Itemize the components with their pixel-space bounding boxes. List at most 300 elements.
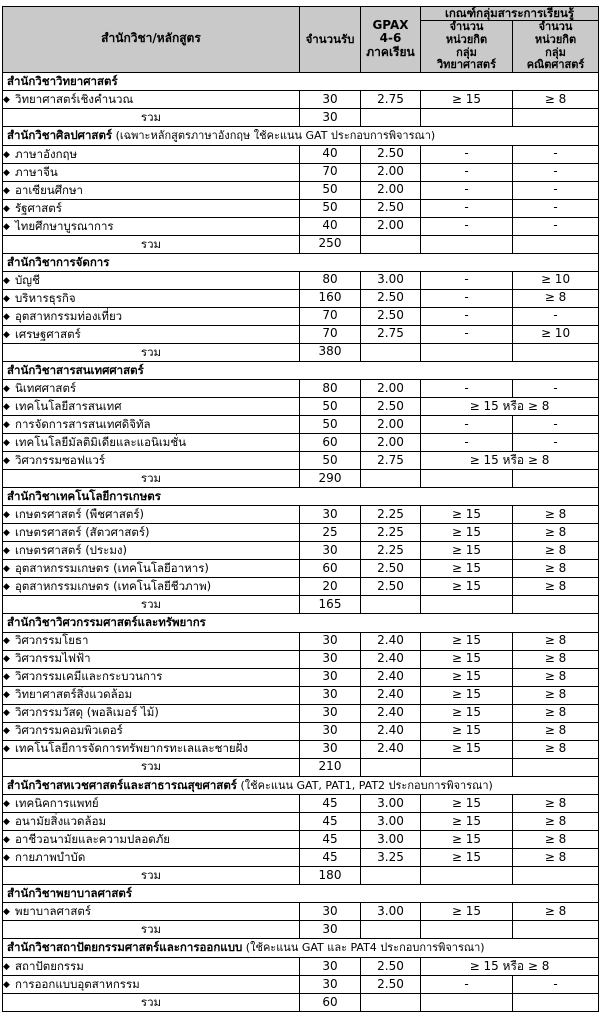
- program-name-cell: [3, 542, 300, 560]
- math-line-1: จำนวน: [538, 20, 573, 34]
- math-credit-cell: -: [513, 416, 599, 434]
- section-header-row: [3, 776, 599, 795]
- quota-cell: 30: [300, 903, 361, 921]
- program-name-cell: [3, 398, 300, 416]
- program-name-label: ภาษาจีน: [15, 164, 58, 179]
- bullet-icon: ◆: [3, 419, 10, 430]
- science-credit-cell: -: [421, 380, 513, 398]
- combined-credit-requirement-cell: ≥ 15 หรือ ≥ 8: [421, 452, 599, 470]
- program-name-cell: [3, 686, 300, 704]
- section-title: [3, 776, 599, 795]
- gpax-cell: 2.25: [361, 506, 421, 524]
- gpax-cell: 2.40: [361, 650, 421, 668]
- program-name-label: สถาปัตยกรรม: [15, 958, 84, 973]
- program-name-label: เกษตรศาสตร์ (ประมง): [15, 543, 128, 558]
- program-name-cell: [3, 704, 300, 722]
- program-name-label: บัญชี: [15, 272, 40, 287]
- program-name-label: วิทยาศาสตร์สิ่งแวดล้อม: [15, 687, 133, 702]
- gpax-cell: 2.00: [361, 434, 421, 452]
- bullet-icon: ◆: [3, 167, 10, 178]
- science-line-2: หน่วยกิต: [445, 32, 488, 46]
- math-credit-cell: -: [513, 217, 599, 235]
- gpax-cell: 2.50: [361, 958, 421, 976]
- table-row: [3, 668, 599, 686]
- program-name-label: อนามัยสิ่งแวดล้อม: [15, 814, 107, 829]
- program-name-label: เทคนิคการแพทย์: [15, 796, 99, 811]
- program-name-cell: [3, 181, 300, 199]
- section-title: [3, 72, 599, 90]
- table-row: [3, 380, 599, 398]
- bullet-icon: ◆: [3, 582, 10, 593]
- column-header-math-credits: [513, 21, 599, 73]
- table-row: [3, 740, 599, 758]
- gpax-cell: 2.00: [361, 416, 421, 434]
- table-row: [3, 91, 599, 109]
- gpax-cell: 3.00: [361, 831, 421, 849]
- table-header: [3, 7, 599, 73]
- bullet-icon: ◆: [3, 94, 10, 105]
- gpax-cell: 2.40: [361, 632, 421, 650]
- science-credit-cell: -: [421, 416, 513, 434]
- total-gpax-blank: [361, 235, 421, 253]
- science-credit-cell: -: [421, 199, 513, 217]
- bullet-icon: ◆: [3, 149, 10, 160]
- program-name-cell: [3, 740, 300, 758]
- science-credit-cell: -: [421, 307, 513, 325]
- math-credit-cell: -: [513, 145, 599, 163]
- section-header-row: [3, 885, 599, 903]
- gpax-cell: 2.50: [361, 398, 421, 416]
- program-name-label: เทคโนโลยีมัลติมิเดียและแอนิเมชั่น: [15, 434, 187, 449]
- quota-cell: 30: [300, 958, 361, 976]
- table-row: [3, 199, 599, 217]
- total-gpax-blank: [361, 470, 421, 488]
- math-line-3: กลุ่ม: [545, 45, 566, 59]
- total-math-blank: [513, 343, 599, 361]
- total-gpax-blank: [361, 343, 421, 361]
- quota-cell: 80: [300, 380, 361, 398]
- quota-cell: 50: [300, 398, 361, 416]
- section-header-row: [3, 488, 599, 506]
- math-credit-cell: ≥ 8: [513, 289, 599, 307]
- table-row: [3, 958, 599, 976]
- math-credit-cell: ≥ 8: [513, 903, 599, 921]
- math-credit-cell: ≥ 8: [513, 740, 599, 758]
- section-title-text: สำนักวิชาวิทยาศาสตร์: [7, 73, 118, 88]
- gpax-cell: 2.25: [361, 524, 421, 542]
- total-quota-cell: 30: [300, 109, 361, 127]
- bullet-icon: ◆: [3, 311, 10, 322]
- gpax-line-2: 4-6: [379, 31, 402, 46]
- bullet-icon: ◆: [3, 636, 10, 647]
- math-credit-cell: ≥ 8: [513, 542, 599, 560]
- program-name-label: อุตสาหกรรมเกษตร (เทคโนโลยีชีวภาพ): [15, 579, 212, 594]
- gpax-cell: 2.75: [361, 91, 421, 109]
- science-credit-cell: ≥ 15: [421, 632, 513, 650]
- bullet-icon: ◆: [3, 221, 10, 232]
- quota-cell: 70: [300, 307, 361, 325]
- table-row: [3, 542, 599, 560]
- table-row: [3, 976, 599, 994]
- total-label: รวม: [3, 343, 300, 361]
- gpax-cell: 2.00: [361, 217, 421, 235]
- program-name-label: เทคโนโลยีการจัดการทรัพยากรทะเลและชายฝั่ง: [15, 741, 249, 756]
- science-credit-cell: -: [421, 217, 513, 235]
- science-credit-cell: ≥ 15: [421, 831, 513, 849]
- bullet-icon: ◆: [3, 455, 10, 466]
- bullet-icon: ◆: [3, 275, 10, 286]
- science-credit-cell: -: [421, 271, 513, 289]
- section-total-row: [3, 235, 599, 253]
- math-credit-cell: ≥ 8: [513, 578, 599, 596]
- science-credit-cell: ≥ 15: [421, 650, 513, 668]
- header-row-top: [3, 7, 599, 21]
- gpax-cell: 2.50: [361, 289, 421, 307]
- science-credit-cell: -: [421, 976, 513, 994]
- total-label: รวม: [3, 235, 300, 253]
- program-name-cell: [3, 380, 300, 398]
- program-name-label: ภาษาอังกฤษ: [15, 146, 78, 161]
- quota-cell: 45: [300, 849, 361, 867]
- gpax-cell: 2.40: [361, 686, 421, 704]
- math-credit-cell: ≥ 8: [513, 849, 599, 867]
- table-row: [3, 650, 599, 668]
- program-name-label: เศรษฐศาสตร์: [15, 326, 81, 341]
- gpax-cell: 2.40: [361, 722, 421, 740]
- gpax-cell: 3.00: [361, 813, 421, 831]
- science-credit-cell: ≥ 15: [421, 813, 513, 831]
- program-name-cell: [3, 976, 300, 994]
- total-gpax-blank: [361, 596, 421, 614]
- program-name-cell: [3, 813, 300, 831]
- total-label: รวม: [3, 109, 300, 127]
- gpax-cell: 2.25: [361, 542, 421, 560]
- program-name-label: วิทยาศาสตร์เชิงคำนวณ: [15, 91, 134, 106]
- section-title-text: สำนักวิชาวิศวกรรมศาสตร์และทรัพยากร: [7, 615, 206, 630]
- section-header-row: [3, 253, 599, 271]
- table-row: [3, 506, 599, 524]
- science-credit-cell: ≥ 15: [421, 560, 513, 578]
- science-credit-cell: ≥ 15: [421, 704, 513, 722]
- math-credit-cell: -: [513, 434, 599, 452]
- bullet-icon: ◆: [3, 853, 10, 864]
- total-label: รวม: [3, 921, 300, 939]
- section-total-row: [3, 470, 599, 488]
- section-title: [3, 614, 599, 632]
- section-total-row: [3, 758, 599, 776]
- section-title-text: สำนักวิชาสารสนเทศศาสตร์: [7, 362, 144, 377]
- math-credit-cell: ≥ 8: [513, 524, 599, 542]
- program-name-label: อุตสาหกรรมเกษตร (เทคโนโลยีอาหาร): [15, 561, 209, 576]
- total-label: รวม: [3, 596, 300, 614]
- gpax-cell: 2.50: [361, 560, 421, 578]
- math-credit-cell: -: [513, 163, 599, 181]
- total-label: รวม: [3, 470, 300, 488]
- table-row: [3, 813, 599, 831]
- program-name-cell: [3, 199, 300, 217]
- quota-cell: 80: [300, 271, 361, 289]
- table-row: [3, 163, 599, 181]
- table-row: [3, 307, 599, 325]
- program-name-label: วิศวกรรมโยธา: [15, 633, 89, 648]
- column-header-subject-group: เกณฑ์กลุ่มสาระการเรียนรู้: [421, 7, 599, 21]
- quota-cell: 50: [300, 181, 361, 199]
- bullet-icon: ◆: [3, 546, 10, 557]
- science-credit-cell: ≥ 15: [421, 740, 513, 758]
- section-title-note: (ใช้คะแนน GAT และ PAT4 ประกอบการพิจารณา): [242, 941, 485, 955]
- program-name-label: อาชีวอนามัยและความปลอดภัย: [15, 832, 171, 847]
- section-total-row: [3, 109, 599, 127]
- section-title: [3, 253, 599, 271]
- bullet-icon: ◆: [3, 817, 10, 828]
- gpax-cell: 3.00: [361, 795, 421, 813]
- total-science-blank: [421, 994, 513, 1012]
- program-name-cell: [3, 289, 300, 307]
- section-header-row: [3, 72, 599, 90]
- science-credit-cell: ≥ 15: [421, 903, 513, 921]
- quota-cell: 45: [300, 795, 361, 813]
- quota-cell: 20: [300, 578, 361, 596]
- bullet-icon: ◆: [3, 744, 10, 755]
- quota-cell: 30: [300, 650, 361, 668]
- science-credit-cell: -: [421, 181, 513, 199]
- science-credit-cell: ≥ 15: [421, 795, 513, 813]
- table-row: [3, 632, 599, 650]
- bullet-icon: ◆: [3, 979, 10, 990]
- table-row: [3, 398, 599, 416]
- total-math-blank: [513, 994, 599, 1012]
- total-science-blank: [421, 235, 513, 253]
- program-name-label: นิเทศศาสตร์: [15, 380, 77, 395]
- quota-cell: 40: [300, 145, 361, 163]
- math-credit-cell: -: [513, 199, 599, 217]
- gpax-cell: 2.50: [361, 307, 421, 325]
- program-name-label: เกษตรศาสตร์ (สัตวศาสตร์): [15, 525, 150, 540]
- total-math-blank: [513, 109, 599, 127]
- gpax-cell: 2.00: [361, 380, 421, 398]
- bullet-icon: ◆: [3, 528, 10, 539]
- table-row: [3, 271, 599, 289]
- math-credit-cell: -: [513, 380, 599, 398]
- section-header-row: [3, 939, 599, 958]
- quota-cell: 60: [300, 434, 361, 452]
- table-row: [3, 831, 599, 849]
- bullet-icon: ◆: [3, 835, 10, 846]
- math-credit-cell: ≥ 8: [513, 560, 599, 578]
- total-quota-cell: 60: [300, 994, 361, 1012]
- gpax-cell: 2.50: [361, 145, 421, 163]
- bullet-icon: ◆: [3, 383, 10, 394]
- total-gpax-blank: [361, 867, 421, 885]
- section-header-row: [3, 361, 599, 379]
- science-credit-cell: ≥ 15: [421, 686, 513, 704]
- table-row: [3, 452, 599, 470]
- program-name-label: วิศวกรรมคอมพิวเตอร์: [15, 723, 123, 738]
- quota-cell: 160: [300, 289, 361, 307]
- total-label: รวม: [3, 994, 300, 1012]
- gpax-cell: 2.75: [361, 325, 421, 343]
- math-credit-cell: ≥ 8: [513, 632, 599, 650]
- bullet-icon: ◆: [3, 401, 10, 412]
- gpax-cell: 2.75: [361, 452, 421, 470]
- column-header-science-credits: [421, 21, 513, 73]
- program-name-cell: [3, 452, 300, 470]
- quota-cell: 50: [300, 452, 361, 470]
- program-name-cell: [3, 91, 300, 109]
- math-credit-cell: ≥ 8: [513, 704, 599, 722]
- program-name-cell: [3, 650, 300, 668]
- gpax-cell: 3.25: [361, 849, 421, 867]
- section-title-note: (เฉพาะหลักสูตรภาษาอังกฤษ ใช้คะแนน GAT ประกอบการพิจารณา): [112, 129, 436, 142]
- combined-credit-requirement-cell: ≥ 15 หรือ ≥ 8: [421, 958, 599, 976]
- section-total-row: [3, 921, 599, 939]
- bullet-icon: ◆: [3, 672, 10, 683]
- column-header-quota: จำนวนรับ: [300, 7, 361, 73]
- program-name-cell: [3, 524, 300, 542]
- bullet-icon: ◆: [3, 799, 10, 810]
- total-gpax-blank: [361, 109, 421, 127]
- table-row: [3, 181, 599, 199]
- gpax-cell: 2.40: [361, 668, 421, 686]
- program-name-label: รัฐศาสตร์: [15, 200, 62, 215]
- math-credit-cell: ≥ 8: [513, 91, 599, 109]
- quota-cell: 50: [300, 416, 361, 434]
- total-quota-cell: 165: [300, 596, 361, 614]
- total-label: รวม: [3, 867, 300, 885]
- table-row: [3, 434, 599, 452]
- total-quota-cell: 250: [300, 235, 361, 253]
- bullet-icon: ◆: [3, 437, 10, 448]
- science-credit-cell: -: [421, 145, 513, 163]
- program-name-cell: [3, 722, 300, 740]
- program-name-cell: [3, 271, 300, 289]
- section-title-note: (ใช้คะแนน GAT, PAT1, PAT2 ประกอบการพิจารณา): [236, 778, 493, 792]
- table-row: [3, 524, 599, 542]
- quota-cell: 30: [300, 704, 361, 722]
- table-row: [3, 849, 599, 867]
- total-science-blank: [421, 596, 513, 614]
- science-credit-cell: ≥ 15: [421, 578, 513, 596]
- program-name-cell: [3, 632, 300, 650]
- quota-cell: 40: [300, 217, 361, 235]
- science-line-3: กลุ่ม: [456, 45, 477, 59]
- table-row: [3, 289, 599, 307]
- program-name-cell: [3, 145, 300, 163]
- section-title-text: สำนักวิชาเทคโนโลยีการเกษตร: [7, 489, 161, 504]
- quota-cell: 30: [300, 740, 361, 758]
- science-credit-cell: ≥ 15: [421, 506, 513, 524]
- program-name-label: อุตสาหกรรมท่องเที่ยว: [15, 308, 123, 323]
- total-label: รวม: [3, 758, 300, 776]
- gpax-cell: 3.00: [361, 903, 421, 921]
- top-cropped-text-fragment: [82, 0, 108, 5]
- quota-cell: 30: [300, 506, 361, 524]
- program-name-cell: [3, 217, 300, 235]
- quota-cell: 30: [300, 668, 361, 686]
- science-credit-cell: -: [421, 163, 513, 181]
- program-name-label: วิศวกรรมซอฟแวร์: [15, 452, 106, 467]
- table-row: [3, 560, 599, 578]
- table-row: [3, 903, 599, 921]
- math-credit-cell: ≥ 10: [513, 325, 599, 343]
- science-credit-cell: ≥ 15: [421, 668, 513, 686]
- math-credit-cell: ≥ 8: [513, 686, 599, 704]
- gpax-cell: 2.50: [361, 199, 421, 217]
- column-header-gpax: [361, 7, 421, 73]
- bullet-icon: ◆: [3, 185, 10, 196]
- program-name-cell: [3, 560, 300, 578]
- math-credit-cell: ≥ 8: [513, 722, 599, 740]
- math-credit-cell: ≥ 10: [513, 271, 599, 289]
- total-quota-cell: 30: [300, 921, 361, 939]
- total-math-blank: [513, 921, 599, 939]
- math-credit-cell: ≥ 8: [513, 795, 599, 813]
- science-credit-cell: ≥ 15: [421, 849, 513, 867]
- bullet-icon: ◆: [3, 293, 10, 304]
- program-name-cell: [3, 958, 300, 976]
- program-name-label: เทคโนโลยีสารสนเทศ: [15, 398, 122, 413]
- program-name-cell: [3, 325, 300, 343]
- bullet-icon: ◆: [3, 654, 10, 665]
- bullet-icon: ◆: [3, 907, 10, 918]
- science-line-1: จำนวน: [449, 20, 484, 34]
- bullet-icon: ◆: [3, 961, 10, 972]
- bullet-icon: ◆: [3, 726, 10, 737]
- bullet-icon: ◆: [3, 329, 10, 340]
- program-name-cell: [3, 795, 300, 813]
- table-row: [3, 325, 599, 343]
- section-title-text: สำนักวิชาศิลปศาสตร์: [7, 128, 113, 142]
- program-name-label: วิศวกรรมเคมีและกระบวนการ: [15, 669, 163, 684]
- program-name-label: กายภาพบำบัด: [15, 850, 86, 865]
- math-credit-cell: ≥ 8: [513, 831, 599, 849]
- bullet-icon: ◆: [3, 510, 10, 521]
- program-name-cell: [3, 831, 300, 849]
- math-line-4: คณิตศาสตร์: [526, 58, 585, 72]
- math-credit-cell: ≥ 8: [513, 506, 599, 524]
- science-line-4: วิทยาศาสตร์: [437, 58, 496, 72]
- total-science-blank: [421, 921, 513, 939]
- program-name-label: พยาบาลศาสตร์: [15, 904, 92, 919]
- program-name-label: การออกแบบอุตสาหกรรม: [15, 976, 140, 991]
- program-name-cell: [3, 434, 300, 452]
- program-name-label: อาเซียนศึกษา: [15, 182, 84, 197]
- gpax-cell: 2.40: [361, 704, 421, 722]
- table-row: [3, 578, 599, 596]
- program-name-cell: [3, 578, 300, 596]
- total-math-blank: [513, 596, 599, 614]
- program-name-cell: [3, 506, 300, 524]
- total-science-blank: [421, 867, 513, 885]
- total-gpax-blank: [361, 994, 421, 1012]
- section-title: [3, 127, 599, 146]
- science-credit-cell: ≥ 15: [421, 722, 513, 740]
- section-title-text: สำนักวิชาการจัดการ: [7, 254, 110, 269]
- bullet-icon: ◆: [3, 690, 10, 701]
- gpax-cell: 2.50: [361, 976, 421, 994]
- program-name-cell: [3, 163, 300, 181]
- table-row: [3, 722, 599, 740]
- bullet-icon: ◆: [3, 203, 10, 214]
- bullet-icon: ◆: [3, 708, 10, 719]
- science-credit-cell: ≥ 15: [421, 542, 513, 560]
- table-row: [3, 686, 599, 704]
- section-title-text: สำนักวิชาสถาปัตยกรรมศาสตร์และการออกแบบ: [7, 940, 243, 955]
- total-science-blank: [421, 343, 513, 361]
- bullet-icon: ◆: [3, 564, 10, 575]
- section-title: [3, 361, 599, 379]
- table-row: [3, 704, 599, 722]
